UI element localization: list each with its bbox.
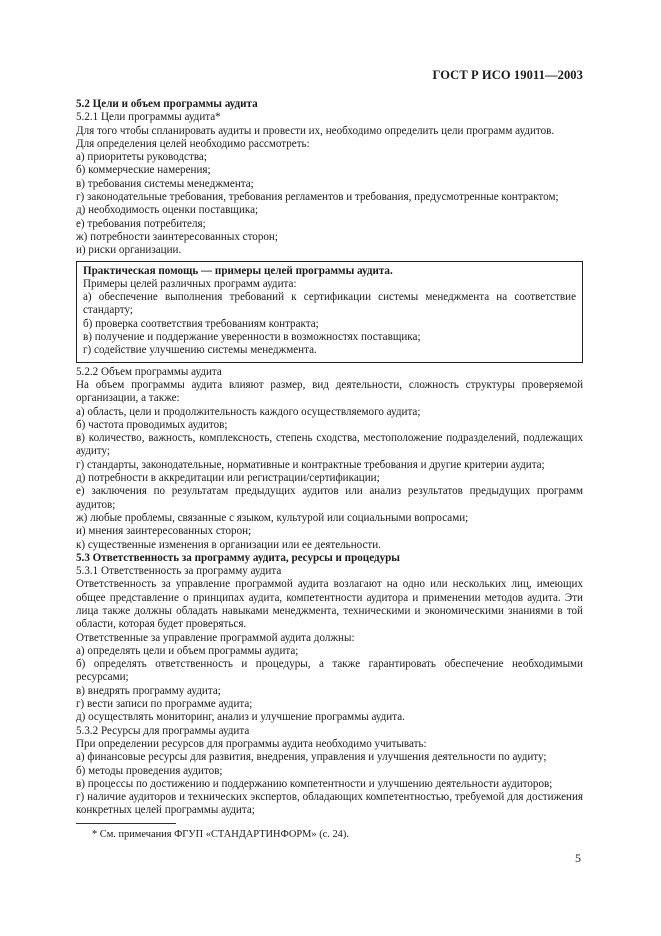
list-item: а) финансовые ресурсы для развития, внедрения, управления и улучшения деятельности по аудиту;	[76, 751, 547, 764]
box-list-item: а) обеспечение выполнения требований к сертификации системы менеджмента на соответствие стандарту;	[83, 291, 576, 317]
list-item: в) требования системы менеджмента;	[76, 177, 254, 190]
list-item: д) потребности в аккредитации или регистрации/сертификации;	[76, 472, 380, 485]
list-item: г) вести записи по программе аудита;	[76, 698, 253, 711]
section-5-3-title: 5.3 Ответственность за программу аудита, ресурсы и процедуры	[76, 551, 400, 564]
box-list-item: в) получение и поддержание уверенности в возможностях поставщика;	[83, 331, 421, 344]
paragraph: При определении ресурсов для программы аудита необходимо учитывать:	[76, 737, 427, 750]
list-item: б) методы проведения аудитов;	[76, 764, 223, 777]
footnote: * См. примечания ФГУП «СТАНДАРТИНФОРМ» (с. 24).	[92, 829, 349, 840]
box-list-item: б) проверка соответствия требованиям контракта;	[83, 317, 319, 330]
list-item: в) внедрять программу аудита;	[76, 684, 221, 697]
list-item: в) количество, важность, комплексность, степень сходства, местоположение подразделений, подлежащих аудиту;	[76, 432, 583, 458]
list-item: е) требования потребителя;	[76, 217, 206, 230]
list-item: д) необходимость оценки поставщика;	[76, 204, 259, 217]
list-item: ж) потребности заинтересованных сторон;	[76, 230, 278, 243]
document-header: ГОСТ Р ИСО 19011—2003	[432, 68, 583, 82]
list-item: б) частота проводимых аудитов;	[76, 418, 228, 431]
footnote-divider	[76, 823, 176, 824]
section-5-2-title: 5.2 Цели и объем программы аудита	[76, 98, 258, 110]
paragraph: Ответственные за управление программой аудита должны:	[76, 631, 355, 644]
paragraph: На объем программы аудита влияют размер, вид деятельности, сложность структуры проверяемой организации, а также:	[76, 378, 583, 405]
list-item: и) риски организации.	[76, 244, 182, 257]
box-list-item: г) содействие улучшению системы менеджмента.	[83, 344, 317, 357]
practical-help-box	[76, 261, 583, 363]
paragraph: Для того чтобы спланировать аудиты и провести их, необходимо определить цели программ аудитов.	[76, 124, 555, 137]
list-item: в) процессы по достижению и поддержанию компетентности и улучшению деятельности аудиторов;	[76, 777, 553, 790]
list-item: а) приоритеты руководства;	[76, 151, 207, 164]
list-item: г) законодательные требования, требования регламентов и требования, предусмотренные контрактом;	[76, 191, 559, 204]
section-5-3-1-title: 5.3.1 Ответственность за программу аудита	[76, 565, 282, 578]
page-number: 5	[575, 851, 581, 865]
page-content	[76, 98, 583, 818]
list-item: г) стандарты, законодательные, нормативные и контрактные требования и другие критерии аудита;	[76, 458, 545, 471]
list-item: е) заключения по результатам предыдущих аудитов или анализ результатов предыдущих программ аудитов;	[76, 485, 583, 511]
section-5-3-2-title: 5.3.2 Ресурсы для программы аудита	[76, 724, 250, 737]
list-item: б) коммерческие намерения;	[76, 164, 211, 177]
list-item: ж) любые проблемы, связанные с языком, культурой или социальными вопросами;	[76, 511, 469, 524]
section-5-2-1-title: 5.2.1 Цели программы аудита*	[76, 111, 221, 124]
list-item: и) мнения заинтересованных сторон;	[76, 525, 252, 538]
list-item: к) существенные изменения в организации или ее деятельности.	[76, 538, 381, 551]
paragraph: Для определения целей необходимо рассмотреть:	[76, 137, 310, 150]
box-title: Практическая помощь — примеры целей программы аудита.	[83, 264, 393, 277]
section-5-2-2-title: 5.2.2 Объем программы аудита	[76, 365, 222, 378]
list-item: а) определять цели и объем программы аудита;	[76, 644, 299, 657]
paragraph: Ответственность за управление программой аудита возлагают на одно или нескольких лиц, имеющих общее представление о принципах аудита, компетентности аудитора и применении методов аудита. Эти лица также должны обладать навыками менеджмента, техническими и экономическими знаниями в той области, которая будет проверяться.	[76, 578, 583, 631]
list-item: б) определять ответственность и процедуры, а также гарантировать обеспечение необходимыми ресурсами;	[76, 658, 583, 684]
box-intro: Примеры целей различных программ аудита:	[83, 277, 297, 290]
list-item: а) область, цели и продолжительность каждого осуществляемого аудита;	[76, 405, 421, 418]
list-item: г) наличие аудиторов и технических экспертов, обладающих компетентностью, требуемой для достижения конкретных целей программы аудита;	[76, 791, 583, 817]
list-item: д) осуществлять мониторинг, анализ и улучшение программы аудита.	[76, 711, 405, 724]
